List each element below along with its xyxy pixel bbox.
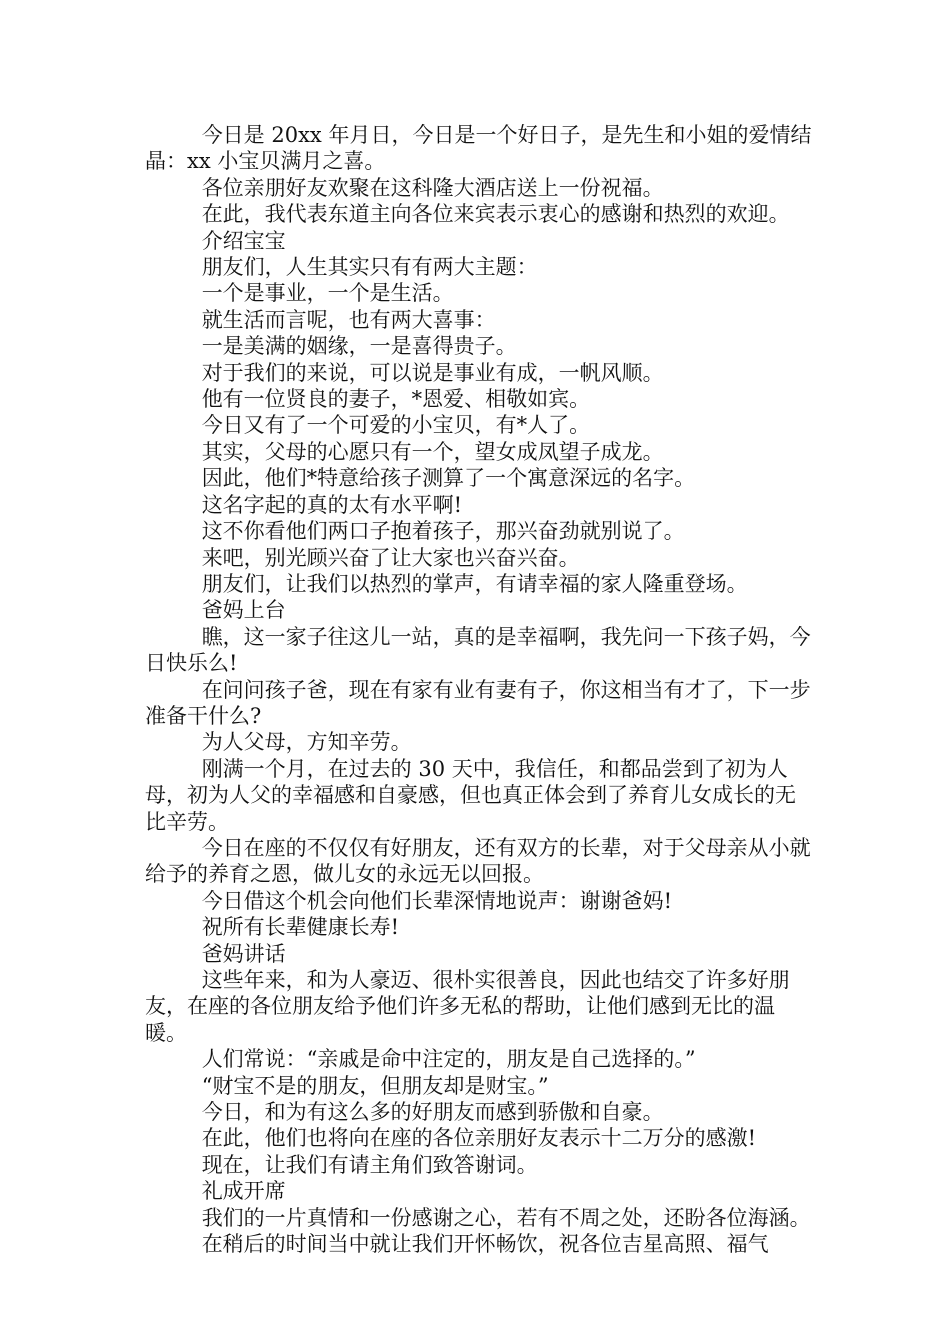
paragraph: 今日又有了一个可爱的小宝贝，有*人了。: [201, 413, 591, 438]
paragraph: 现在，让我们有请主角们致答谢词。: [201, 1152, 538, 1177]
paragraph: 为人父母，方知辛劳。: [201, 730, 412, 755]
paragraph: 朋友们，让我们以热烈的掌声，有请幸福的家人隆重登场。: [201, 571, 748, 596]
paragraph: 我们的一片真情和一份感谢之心，若有不周之处，还盼各位海涵。: [201, 1205, 811, 1230]
section-heading: 爸妈上台: [201, 598, 286, 623]
paragraph: 在此，我代表东道主向各位来宾表示衷心的感谢和热烈的欢迎。: [201, 202, 790, 227]
paragraph: 朋友们，人生其实只有有两大主题：: [201, 255, 538, 280]
paragraph: 祝所有长辈健康长寿!: [201, 915, 400, 940]
paragraph: 对于我们的来说，可以说是事业有成，一帆风顺。: [201, 360, 664, 385]
paragraph: 这些年来，和为人豪迈、很朴实很善良，因此也结交了许多好朋友，在座的各位朋友给予他们许多无私的帮助，让他们感到无比的温暖。: [145, 968, 790, 1045]
paragraph: 其实，父母的心愿只有一个，望女成凤望子成龙。: [201, 439, 664, 464]
paragraph: “财宝不是的朋友，但朋友却是财宝。”: [201, 1073, 549, 1098]
paragraph: 在稍后的时间当中就让我们开怀畅饮，祝各位吉星高照、福气: [201, 1232, 769, 1257]
paragraph: 这不你看他们两口子抱着孩子，那兴奋劲就别说了。: [201, 519, 685, 544]
paragraph: 因此，他们*特意给孩子测算了一个寓意深远的名字。: [201, 466, 696, 491]
section-heading: 爸妈讲话: [201, 941, 286, 966]
paragraph: 一个是事业，一个是生活。: [201, 281, 454, 306]
paragraph: 今日，和为有这么多的好朋友而感到骄傲和自豪。: [201, 1100, 664, 1125]
paragraph: 他有一位贤良的妻子，*恩爱、相敬如宾。: [201, 387, 591, 412]
paragraph: 今日是 20xx 年月日，今日是一个好日子，是先生和小姐的爱情结晶：xx 小宝贝满月之喜。: [145, 123, 812, 174]
paragraph: 这名字起的真的太有水平啊!: [201, 492, 463, 517]
section-heading: 介绍宝宝: [201, 228, 286, 253]
section-heading: 礼成开席: [201, 1179, 286, 1204]
paragraph: 人们常说：“亲戚是命中注定的，朋友是自己选择的。”: [201, 1047, 696, 1072]
document-body: [145, 122, 815, 1257]
paragraph: 在问问孩子爸，现在有家有业有妻有子，你这相当有才了，下一步准备干什么?: [145, 677, 811, 728]
paragraph: 来吧，别光顾兴奋了让大家也兴奋兴奋。: [201, 545, 580, 570]
paragraph: 一是美满的姻缘，一是喜得贵子。: [201, 334, 517, 359]
paragraph: 就生活而言呢，也有两大喜事：: [201, 307, 496, 332]
paragraph: 瞧，这一家子往这儿一站，真的是幸福啊，我先问一下孩子妈，今日快乐么!: [145, 624, 811, 676]
paragraph: 各位亲朋好友欢聚在这科隆大酒店送上一份祝福。: [201, 175, 664, 200]
paragraph: 今日借这个机会向他们长辈深情地说声：谢谢爸妈!: [201, 888, 673, 913]
paragraph: 刚满一个月，在过去的 30 天中，我信任，和都品尝到了初为人母，初为人父的幸福感和自豪感，但也真正体会到了养育儿女成长的无比辛劳。: [145, 756, 796, 834]
paragraph: 在此，他们也将向在座的各位亲朋好友表示十二万分的感激!: [201, 1126, 757, 1151]
paragraph: 今日在座的不仅仅有好朋友，还有双方的长辈，对于父母亲从小就给予的养育之恩，做儿女的永远无以回报。: [145, 835, 811, 887]
